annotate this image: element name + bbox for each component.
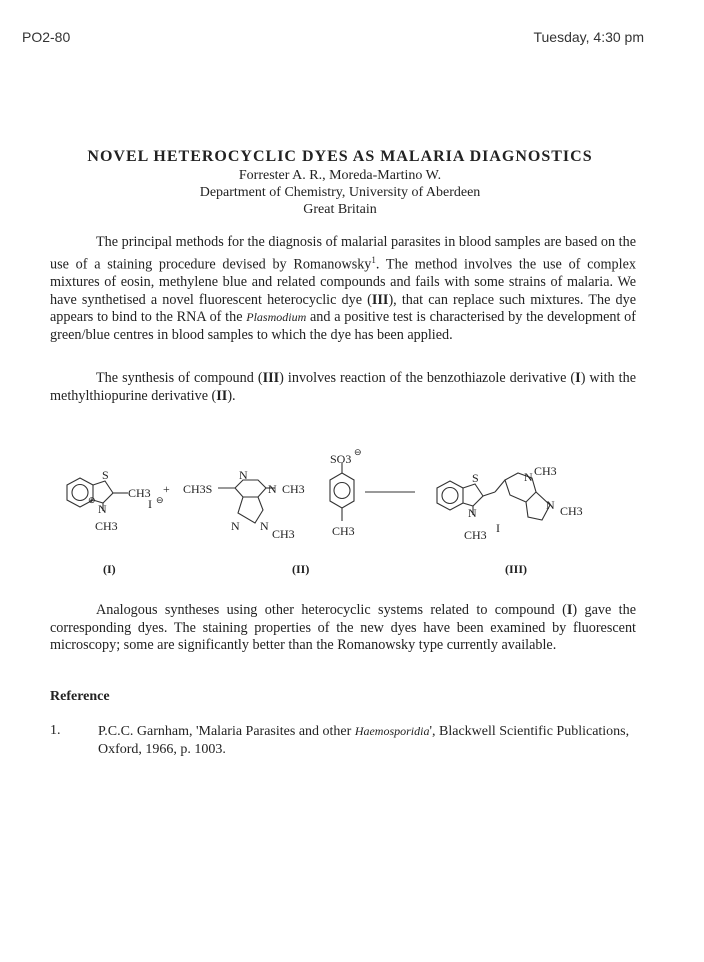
affiliation: Department of Chemistry, University of Aberdeen xyxy=(199,185,481,200)
compound-label-i: (I) xyxy=(103,562,116,576)
paragraph-intro xyxy=(50,234,636,344)
country: Great Britain xyxy=(303,202,377,217)
text: ), that can replace such mixtures. The dye appears to bind to the RNA of the xyxy=(50,291,636,326)
atom-label: CH3 xyxy=(560,504,583,518)
atom-label: N xyxy=(260,519,269,533)
atom-label: N xyxy=(239,468,248,482)
atom-label: CH3 xyxy=(272,527,295,541)
text: Analogous syntheses using other heterocyclic systems related to compound ( xyxy=(96,602,567,618)
text: ) gave the corresponding dyes. The staining properties of the new dyes have been examined by fluorescent microscopy; some are significantly better than the Romanowsky type currently available. xyxy=(50,602,636,654)
paragraph-analogues xyxy=(50,602,636,655)
session-time: Tuesday, 4:30 pm xyxy=(533,29,644,45)
atom-label: S xyxy=(472,471,479,485)
atom-label: CH3 xyxy=(332,524,355,538)
italic-term: Haemosporidia xyxy=(354,724,430,738)
atom-label: CH3 xyxy=(534,464,557,478)
atom-label: ⊖ xyxy=(354,447,362,457)
compound-label-iii: (III) xyxy=(505,562,528,576)
compound-ref: I xyxy=(566,602,573,618)
text: . The method involves the use of complex mixtures of eosin, methylene blue and related compounds and fails with some strains of malaria. We have synthetised a novel fluorescent heterocyclic dye ( xyxy=(50,256,636,308)
compound-ref: I xyxy=(575,370,581,386)
atom-label: + xyxy=(163,482,170,496)
atom-label: N xyxy=(468,506,477,520)
authors: Forrester A. R., Moreda-Martino W. xyxy=(238,168,442,183)
abstract-code: PO2-80 xyxy=(22,29,71,45)
reaction-scheme xyxy=(50,445,650,585)
atom-label: N xyxy=(546,498,555,512)
atom-label: N xyxy=(231,519,240,533)
italic-term: Plasmodium xyxy=(246,310,307,325)
reference-heading: Reference xyxy=(50,689,110,704)
atom-label: CH3 xyxy=(128,486,151,500)
compound-ref: II xyxy=(216,387,228,404)
atom-label: N xyxy=(268,482,277,496)
atom-label: S xyxy=(102,468,109,482)
benzene-ring-iii xyxy=(437,481,463,510)
atom-label: I xyxy=(148,497,152,511)
compound-ref: III xyxy=(262,370,280,386)
compound-label-ii: (II) xyxy=(292,562,310,576)
atom-label: SO3 xyxy=(330,452,352,466)
atom-label: ⊖ xyxy=(156,495,164,505)
atom-label: CH3S xyxy=(183,482,213,496)
atom-label: ⊕ xyxy=(88,495,96,505)
reference-text xyxy=(98,722,640,759)
atom-label: N xyxy=(98,502,107,516)
atom-label: CH3 xyxy=(464,528,487,542)
atom-label: CH3 xyxy=(95,519,118,533)
atom-label: CH3 xyxy=(282,482,305,496)
atom-label: I xyxy=(496,521,500,535)
text: ). xyxy=(227,387,236,404)
paragraph-synthesis xyxy=(50,370,636,405)
text: P.C.C. Garnham, 'Malaria Parasites and other xyxy=(98,724,355,739)
purine-ring xyxy=(235,480,266,497)
atom-label: N xyxy=(524,470,533,484)
paper-title: NOVEL HETEROCYCLIC DYES AS MALARIA DIAGNOSTICS xyxy=(87,148,593,165)
text: The principal methods for the diagnosis of malarial parasites in blood samples are based on the use of a staining procedure devised by Romanowsky xyxy=(50,234,636,273)
citation-sup: 1 xyxy=(371,254,376,265)
text: ) with the methylthiopurine derivative ( xyxy=(50,370,636,404)
text: ', Blackwell Scientific Publications, Oxford, 1966, p. 1003. xyxy=(98,724,630,757)
reference-item xyxy=(50,722,640,759)
compound-ref: III xyxy=(371,291,389,308)
text: ) involves reaction of the benzothiazole derivative ( xyxy=(279,370,576,386)
text: The synthesis of compound ( xyxy=(96,370,263,386)
reference-number: 1. xyxy=(50,723,61,738)
text: and a positive test is characterised by the development of green/blue centres in blood samples to which the dye has been applied. xyxy=(50,309,636,343)
